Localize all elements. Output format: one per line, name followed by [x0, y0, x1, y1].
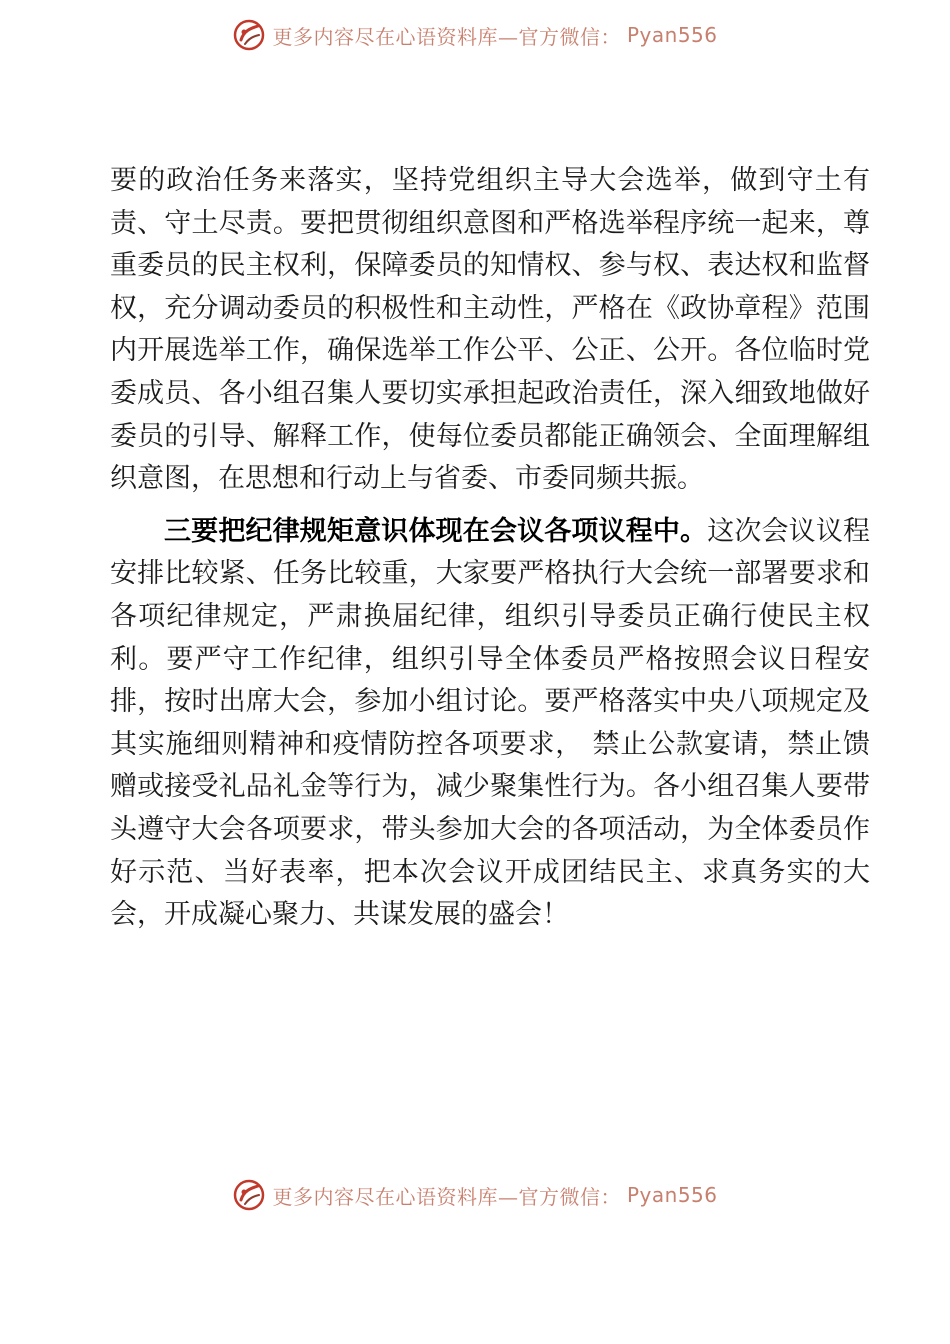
banner-wechat-id: Pyan556 [626, 23, 718, 47]
banner-wechat-id: Pyan556 [626, 1183, 718, 1207]
paragraph-body: 这次会议议程安排比较紧、任务比较重，大家要严格执行大会统一部署要求和各项纪律规定，严肃换届纪律，组织引导委员正确行使民主权利。要严守工作纪律，组织引导全体委员严格按照会议日程安排，按时出席大会，参加小组讨论。要严格落实中央八项规定及其实施细则精神和疫情防控各项要求， 禁止公款宴请，禁止馈赠或接受礼品礼金等行为，减少聚集性行为。各小组召集人要带头遵守大会各项要求，带头参加大会的各项活动，为全体委员作好示范、当好表率，把本次会议开成团结民主、求真务实的大会，开成凝心聚力、共谋发展的盛会！ [110, 515, 871, 931]
header-banner [0, 18, 950, 52]
paragraph [110, 511, 870, 937]
logo-icon [232, 18, 266, 52]
document-body [110, 160, 870, 937]
logo-icon [232, 1178, 266, 1212]
banner-text: 更多内容尽在心语资料库—官方微信： [272, 1184, 621, 1209]
footer-banner [0, 1178, 950, 1212]
paragraph-lead: 三要把纪律规矩意识体现在会议各项议程中。 [164, 515, 708, 547]
banner-text: 更多内容尽在心语资料库—官方微信： [272, 24, 621, 49]
paragraph: 要的政治任务来落实，坚持党组织主导大会选举，做到守土有责、守土尽责。要把贯彻组织意图和严格选举程序统一起来，尊重委员的民主权利，保障委员的知情权、参与权、表达权和监督权，充分调动委员的积极性和主动性，严格在《政协章程》范围内开展选举工作，确保选举工作公平、公正、公开。各位临时党委成员、各小组召集人要切实承担起政治责任，深入细致地做好委员的引导、解释工作，使每位委员都能正确领会、全面理解组织意图，在思想和行动上与省委、市委同频共振。 [110, 165, 870, 495]
